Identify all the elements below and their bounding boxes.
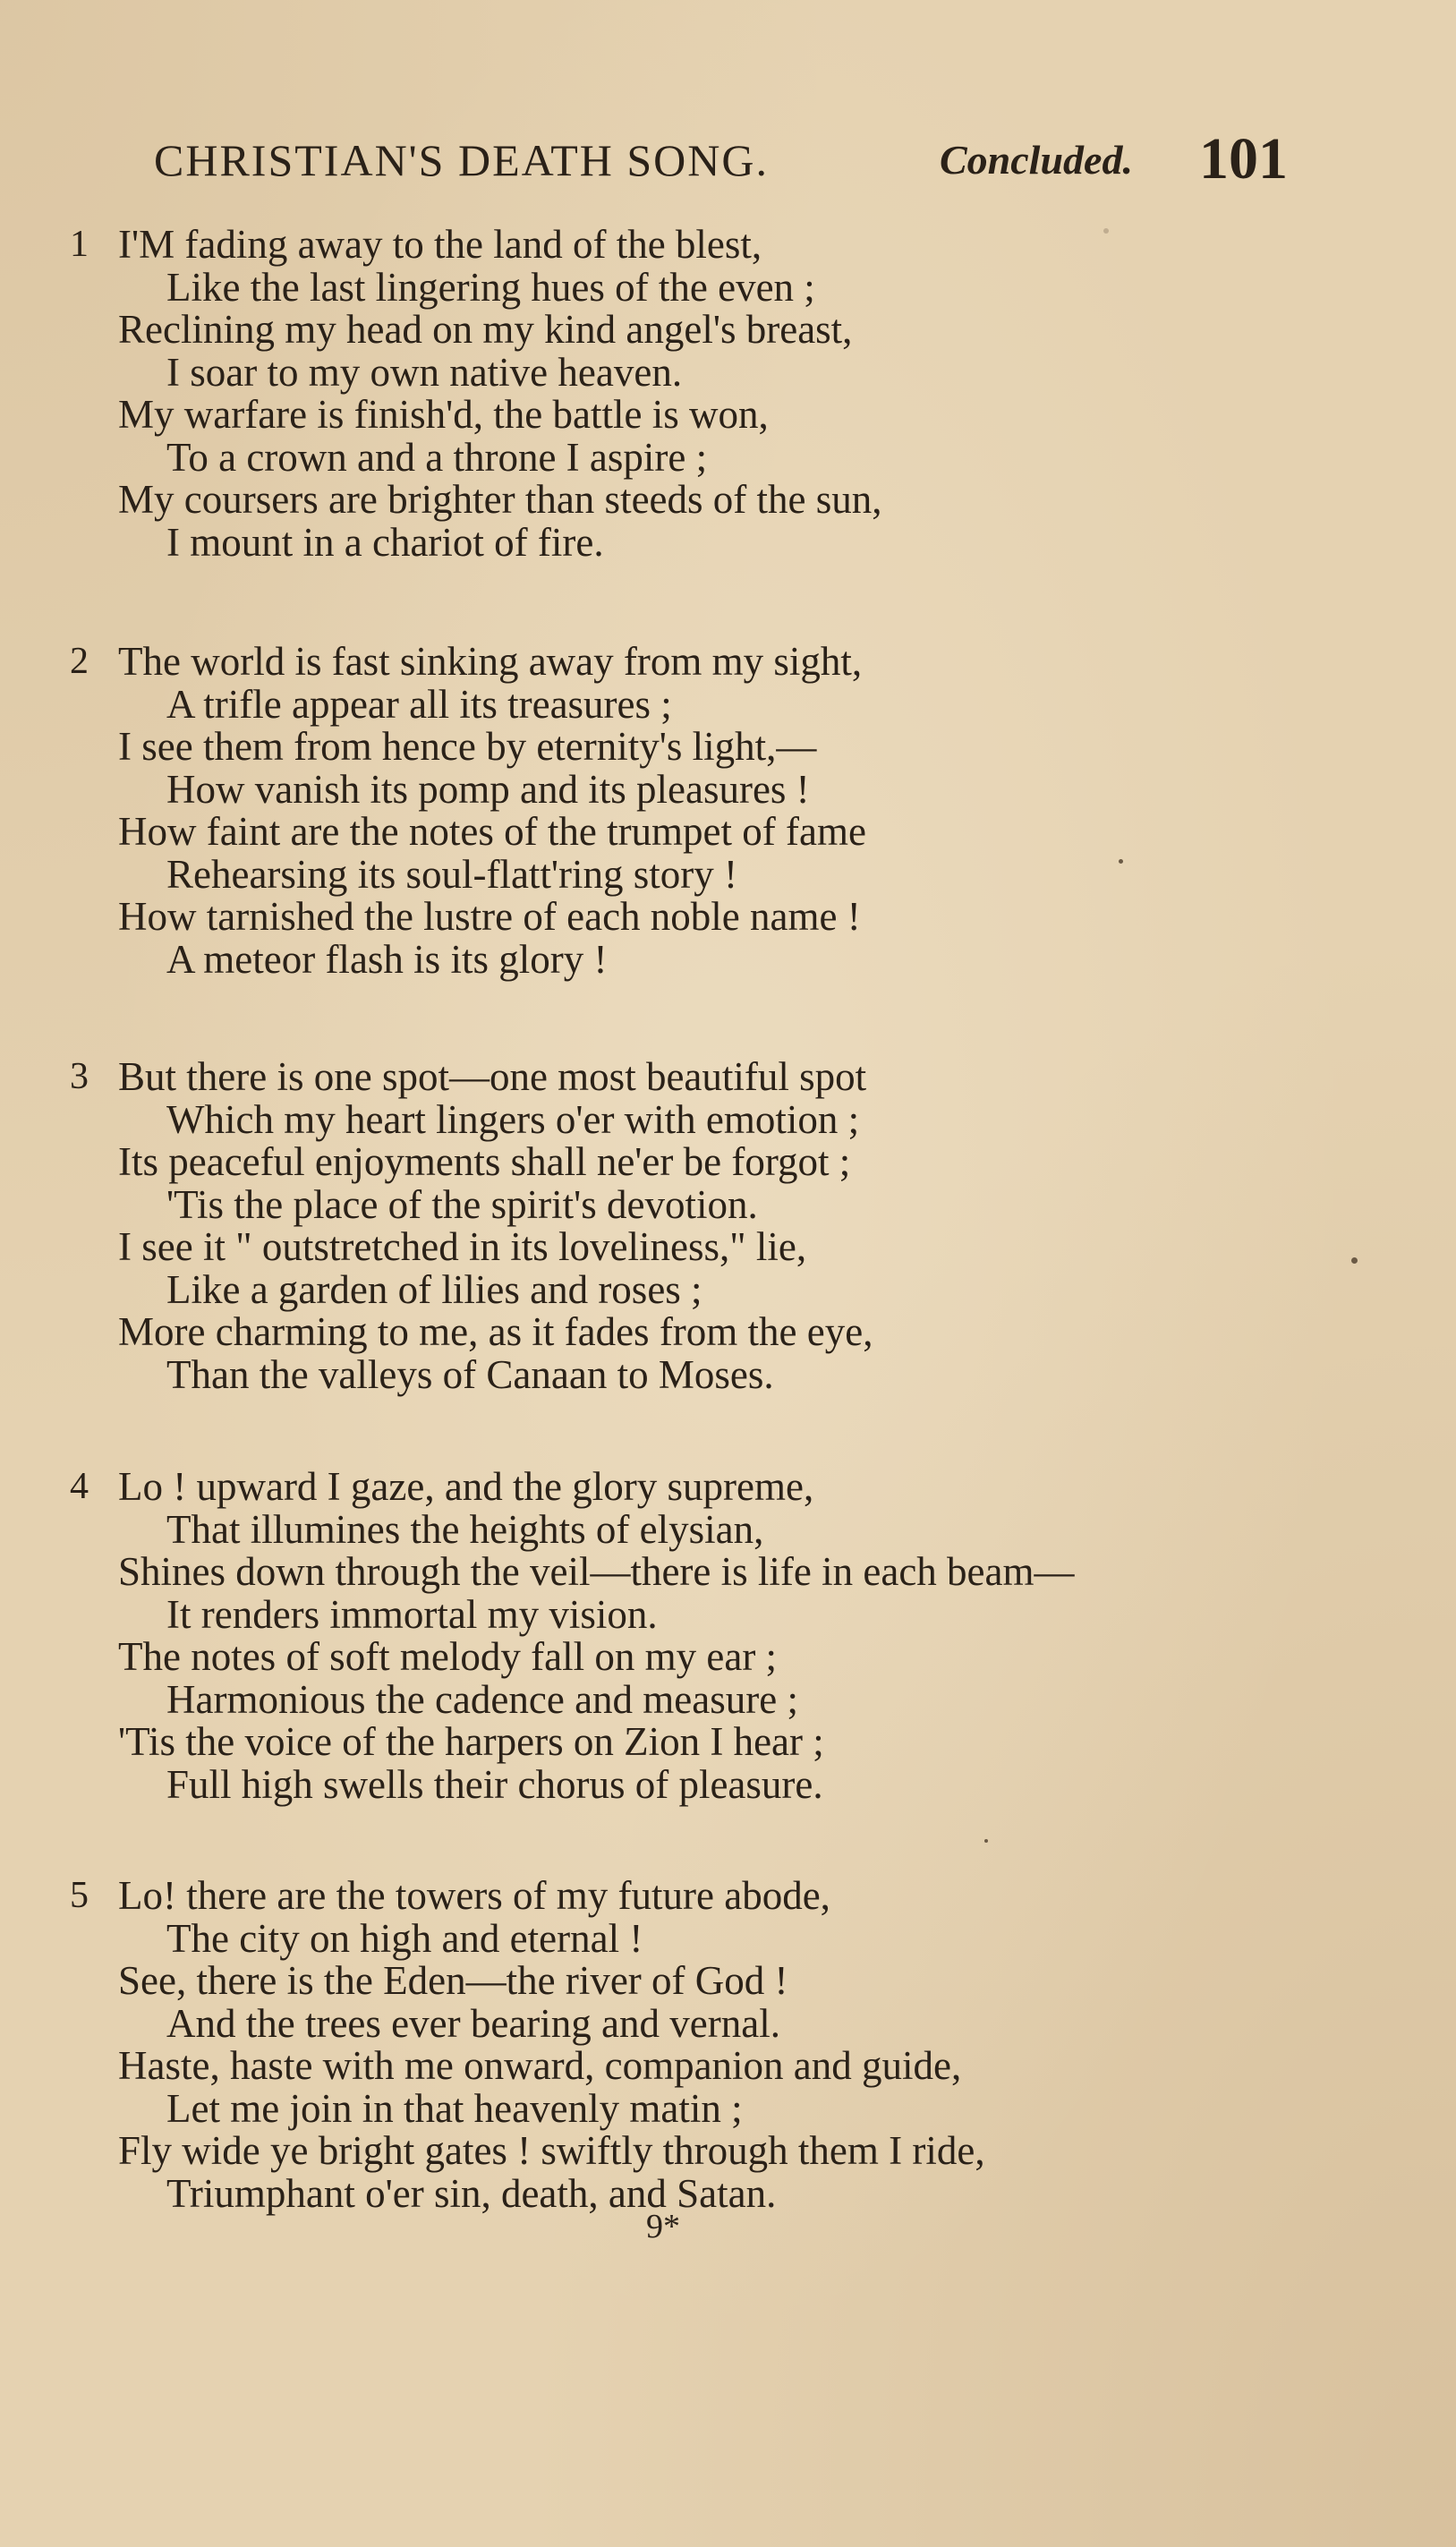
verse-line: Lo ! upward I gaze, and the glory supreme, xyxy=(118,1464,814,1509)
verse-line: Full high swells their chorus of pleasure. xyxy=(166,1761,823,1807)
verse-line: Like the last lingering hues of the even ; xyxy=(166,264,815,310)
stanza-number: 4 xyxy=(70,1466,89,1507)
verse-line: I see them from hence by eternity's light,— xyxy=(118,724,817,769)
verse-line: A trifle appear all its treasures ; xyxy=(166,681,672,727)
signature-mark: 9* xyxy=(646,2208,680,2245)
running-title: CHRISTIAN'S DEATH SONG. xyxy=(154,135,769,185)
page-number: 101 xyxy=(1199,126,1288,192)
verse-line: A meteor flash is its glory ! xyxy=(166,936,608,982)
verse-line: The city on high and eternal ! xyxy=(166,1915,643,1961)
verse-line: How tarnished the lustre of each noble name ! xyxy=(118,894,861,939)
verse-line: Fly wide ye bright gates ! swiftly through them I ride, xyxy=(118,2128,985,2173)
verse-line: Haste, haste with me onward, companion and guide, xyxy=(118,2043,962,2088)
verse-line: I see it " outstretched in its loveliness," lie, xyxy=(118,1224,807,1269)
verse-line: The world is fast sinking away from my sight, xyxy=(118,639,863,684)
verse-line: But there is one spot—one most beautiful spot xyxy=(118,1054,867,1099)
verse-line: I soar to my own native heaven. xyxy=(166,349,683,395)
verse-line: Like a garden of lilies and roses ; xyxy=(166,1266,702,1312)
paper-speck xyxy=(984,1839,988,1843)
verse-line: Shines down through the veil—there is life in each beam— xyxy=(118,1549,1075,1594)
verse-line: Triumphant o'er sin, death, and Satan. xyxy=(166,2170,777,2216)
running-header xyxy=(154,125,1290,197)
verse-line: Than the valleys of Canaan to Moses. xyxy=(166,1351,774,1397)
verse-line: Rehearsing its soul-flatt'ring story ! xyxy=(166,851,737,897)
verse-line: Its peaceful enjoyments shall ne'er be forgot ; xyxy=(118,1139,851,1184)
verse-line: 'Tis the voice of the harpers on Zion I hear ; xyxy=(118,1719,824,1764)
verse-line: Reclining my head on my kind angel's breast, xyxy=(118,307,853,352)
stanza-number: 2 xyxy=(70,641,89,682)
stanza-number: 5 xyxy=(70,1875,89,1916)
verse-line: Let me join in that heavenly matin ; xyxy=(166,2085,743,2131)
verse-line: My coursers are brighter than steeds of the sun, xyxy=(118,477,882,522)
verse-line: And the trees ever bearing and vernal. xyxy=(166,2000,780,2046)
verse-line: To a crown and a throne I aspire ; xyxy=(166,434,708,480)
paper-speck xyxy=(1119,859,1123,864)
verse-line: Which my heart lingers o'er with emotion ; xyxy=(166,1096,860,1142)
verse-line: See, there is the Eden—the river of God ! xyxy=(118,1958,788,2003)
verse-line: 'Tis the place of the spirit's devotion. xyxy=(166,1181,758,1227)
verse-line: Lo! there are the towers of my future abode, xyxy=(118,1873,830,1918)
verse-line: The notes of soft melody fall on my ear ; xyxy=(118,1634,778,1679)
verse-line: It renders immortal my vision. xyxy=(166,1591,658,1637)
verse-line: How faint are the notes of the trumpet of fame xyxy=(118,809,866,854)
verse-line: I mount in a chariot of fire. xyxy=(166,519,604,565)
stanza-number: 3 xyxy=(70,1056,89,1097)
running-subtitle: Concluded. xyxy=(940,137,1133,183)
verse-line: More charming to me, as it fades from the eye, xyxy=(118,1309,873,1354)
paper-speck xyxy=(1103,228,1109,234)
stanza-number: 1 xyxy=(70,224,89,265)
verse-line: Harmonious the cadence and measure ; xyxy=(166,1676,798,1722)
verse-line: My warfare is finish'd, the battle is won, xyxy=(118,392,769,437)
verse-line: I'M fading away to the land of the blest, xyxy=(118,222,762,267)
verse-line: How vanish its pomp and its pleasures ! xyxy=(166,766,810,812)
paper-speck xyxy=(1351,1257,1358,1264)
verse-line: That illumines the heights of elysian, xyxy=(166,1506,764,1552)
